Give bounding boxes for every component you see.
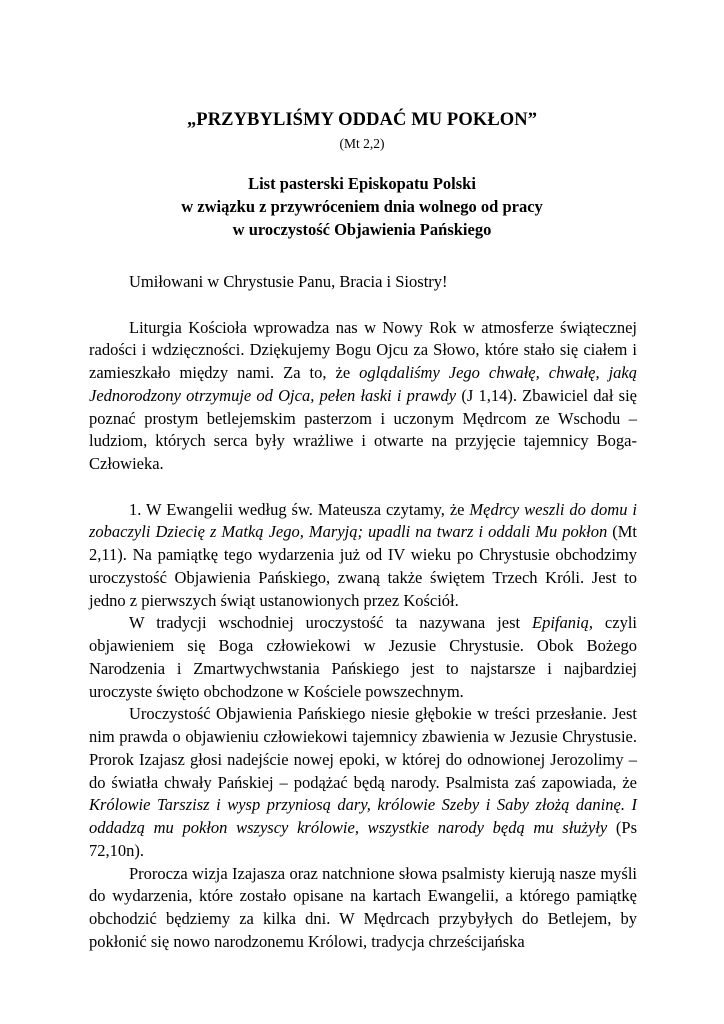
paragraph bbox=[89, 499, 637, 613]
greeting: Umiłowani w Chrystusie Panu, Bracia i Siostry! bbox=[129, 272, 448, 291]
paragraph bbox=[89, 317, 637, 476]
document-subtitle bbox=[0, 172, 724, 241]
paragraph-text: (Mt 2,11). Na pamiątkę tego wydarzenia już od IV wieku po Chrystusie obchodzimy uroczystość Objawienia Pańskiego, zwaną także świętem Trzech Króli. Jest to jedno z pierwszych świąt ustanowionych przez Kościół. bbox=[89, 522, 638, 610]
letter-body bbox=[89, 271, 637, 954]
paragraph-text: 1. W Ewangelii według św. Mateusza czytamy, że bbox=[129, 499, 470, 519]
paragraph-text: Prorocza wizja Izajasza oraz natchnione słowa psalmisty kierują nasze myśli do wydarzenia, które zostało opisane na kartach Ewangelii, a którego pamiątkę obchodzić będziemy za kilka dni. W Mędrcach przybyłych do Betlejem, by pokłonić się nowo narodzonemu Królowi, tradycja chrześcijańska bbox=[89, 863, 637, 951]
scripture-quote: Mędrcy weszli do domu i zobaczyli Dziecię z Matką Jego, Maryją; upadli na twarz i oddali Mu pokłon bbox=[89, 499, 637, 542]
paragraph-text: W tradycji wschodniej uroczystość ta nazywana jest bbox=[129, 613, 533, 633]
paragraph-text: Liturgia Kościoła wprowadza nas w Nowy Rok w atmosferze świątecznej radości i wdzięczności. Dziękujemy Bogu Ojcu za Słowo, które stało się ciałem i zamieszkało między nami. Za to, że bbox=[89, 317, 637, 382]
paragraph-text: Uroczystość Objawienia Pańskiego niesie głębokie w treści przesłanie. Jest nim prawda o objawieniu człowiekowi tajemnicy zbawienia w Jezusie Chrystusie. Prorok Izajasz głosi nadejście nowej epoki, w której do odnowionej Jerozolimy – do światła chwały Pańskiej – podążać będą narody. Psalmista zaś zapowiada, że bbox=[89, 704, 637, 792]
paragraph bbox=[89, 612, 637, 703]
paragraph bbox=[89, 863, 637, 954]
scripture-reference: (Mt 2,2) bbox=[339, 136, 385, 151]
paragraph-text: , czyli objawieniem się Boga człowiekowi w Jezusie Chrystusie. Obok Bożego Narodzenia i Zmartwychwstania Pańskiego jest to najstarsze i najbardziej uroczyste święto obchodzone w Kościele powszechnym. bbox=[89, 613, 637, 701]
document-title: „PRZYBYLIŚMY ODDAĆ MU POKŁON” bbox=[186, 110, 538, 130]
term-italic: Epifanią bbox=[532, 613, 589, 633]
subtitle-line: w związku z przywróceniem dnia wolnego od pracy bbox=[181, 197, 543, 216]
scripture-quote: Królowie Tarszisz i wysp przyniosą dary, królowie Szeby i Saby złożą daninę. I oddadzą mu pokłon wszyscy królowie, wszystkie narody będą mu służyły bbox=[89, 795, 637, 837]
subtitle-line: List pasterski Episkopatu Polski bbox=[248, 174, 476, 193]
paragraph-text: (J 1,14). Zbawiciel dał się poznać prostym betlejemskim pasterzom i uczonym Mędrcom ze Wschodu – ludziom, których serca były wrażliwe i otwarte na przyjęcie tajemnicy Boga-Człowieka. bbox=[89, 385, 637, 473]
subtitle-line: w uroczystość Objawienia Pańskiego bbox=[232, 220, 492, 239]
paragraph-text: (Ps 72,10n). bbox=[89, 818, 637, 860]
scripture-quote: oglądaliśmy Jego chwałę, chwałę, jaką Jednorodzony otrzymuje od Ojca, pełen łaski i prawdy bbox=[89, 363, 637, 405]
paragraph bbox=[89, 703, 637, 862]
